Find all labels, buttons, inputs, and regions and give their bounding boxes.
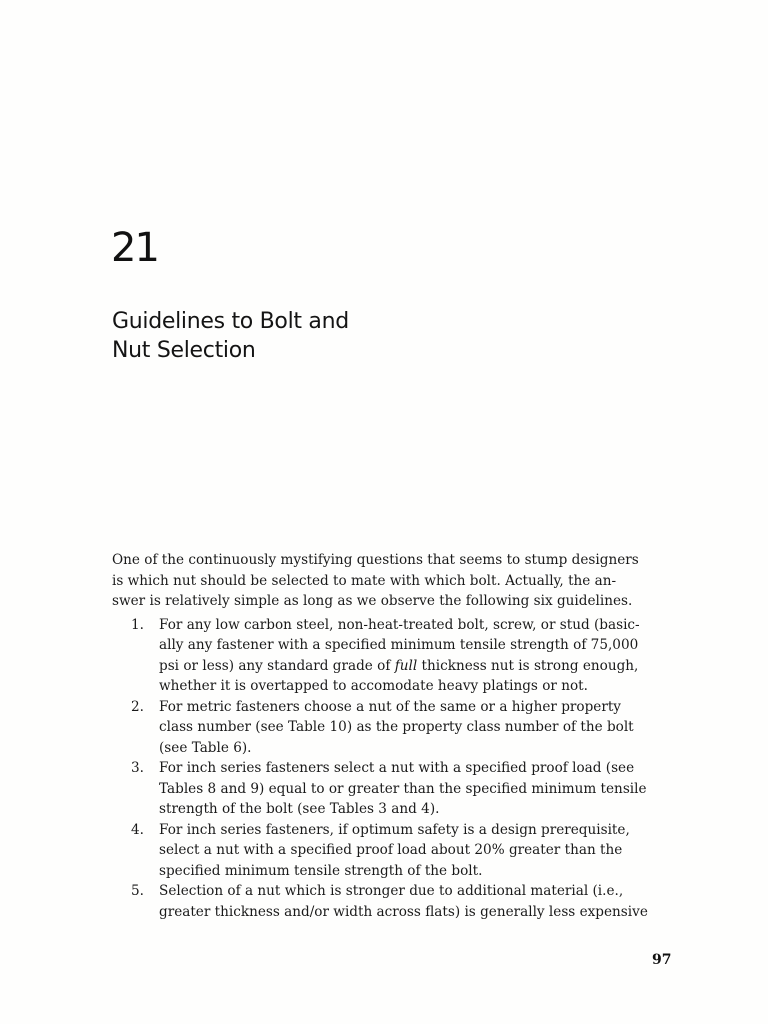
guideline-number: 2. bbox=[131, 698, 144, 715]
guideline-list bbox=[112, 615, 672, 923]
emphasis-full: full bbox=[394, 657, 418, 674]
intro-paragraph bbox=[112, 550, 672, 612]
guideline-line: strength of the bolt (see Tables 3 and 4). bbox=[159, 801, 440, 817]
guideline-line: For metric fasteners choose a nut of the same or a higher property bbox=[159, 698, 621, 715]
guideline-line: ally any fastener with a specified minimum tensile strength of 75,000 bbox=[159, 637, 639, 653]
guideline-line: select a nut with a specified proof load about 20% greater than the bbox=[159, 842, 623, 858]
intro-line: swer is relatively simple as long as we observe the following six guidelines. bbox=[112, 593, 633, 609]
chapter-title-line: Guidelines to Bolt and bbox=[112, 309, 349, 334]
guideline-item bbox=[112, 615, 672, 697]
chapter-title bbox=[112, 307, 532, 365]
guideline-number: 5. bbox=[131, 883, 144, 899]
guideline-item bbox=[112, 697, 672, 759]
guideline-line: greater thickness and/or width across flats) is generally less expensive bbox=[159, 903, 648, 920]
guideline-number: 1. bbox=[131, 616, 144, 633]
guideline-line: (see Table 6). bbox=[159, 739, 252, 756]
guideline-line: specified minimum tensile strength of the bolt. bbox=[159, 862, 483, 879]
page-number: 97 bbox=[652, 952, 672, 968]
guideline-line: For inch series fasteners select a nut with a specified proof load (see bbox=[159, 760, 635, 776]
chapter-title-line: Nut Selection bbox=[112, 338, 256, 363]
chapter-number: 21 bbox=[111, 225, 158, 271]
guideline-line: class number (see Table 10) as the property class number of the bolt bbox=[159, 719, 634, 735]
guideline-line: Selection of a nut which is stronger due to additional material (i.e., bbox=[159, 883, 624, 899]
guideline-line: Tables 8 and 9) equal to or greater than the specified minimum tensile bbox=[159, 780, 647, 797]
intro-line: One of the continuously mystifying questions that seems to stump designers bbox=[112, 552, 639, 568]
chapter-body bbox=[112, 550, 672, 922]
guideline-number: 4. bbox=[131, 821, 144, 838]
guideline-line: whether it is overtapped to accomodate heavy platings or not. bbox=[159, 678, 588, 694]
guideline-line: For any low carbon steel, non-heat-treated bolt, screw, or stud (basic- bbox=[159, 616, 640, 633]
guideline-line: For inch series fasteners, if optimum safety is a design prerequisite, bbox=[159, 821, 630, 838]
guideline-item bbox=[112, 881, 672, 922]
guideline-number: 3. bbox=[131, 760, 144, 776]
guideline-item bbox=[112, 758, 672, 820]
guideline-item bbox=[112, 820, 672, 882]
intro-line: is which nut should be selected to mate with which bolt. Actually, the an- bbox=[112, 572, 617, 589]
guideline-line: psi or less) any standard grade of full thickness nut is strong enough, bbox=[159, 657, 639, 674]
